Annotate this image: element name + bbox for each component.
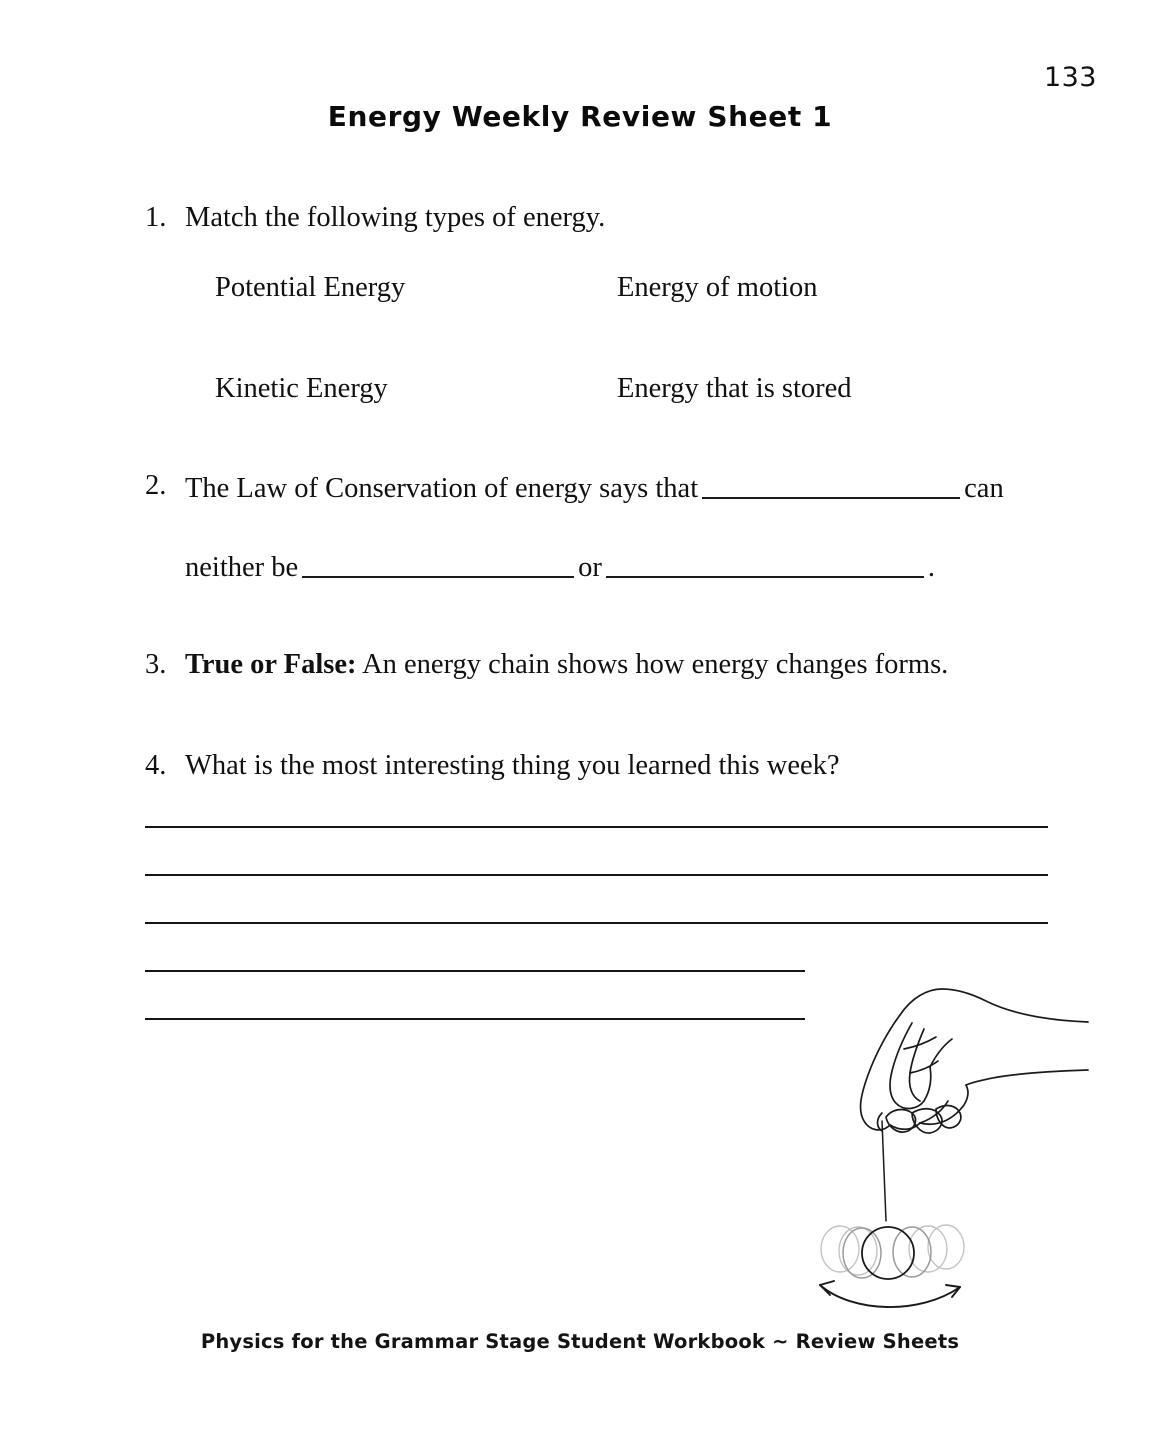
answer-line[interactable] bbox=[145, 826, 1048, 828]
question-1-number: 1. bbox=[145, 202, 167, 233]
question-2-text-before-blank: The Law of Conservation of energy says that bbox=[185, 473, 699, 505]
match-definition-energy-that-is-stored[interactable]: Energy that is stored bbox=[617, 373, 852, 404]
question-2-blank-2[interactable] bbox=[302, 547, 574, 578]
question-3-prompt: An energy chain shows how energy changes forms. bbox=[362, 649, 949, 680]
question-1 bbox=[145, 200, 1065, 404]
question-3-number: 3. bbox=[145, 649, 167, 680]
pendulum-illustration bbox=[800, 975, 1090, 1320]
questions-container bbox=[145, 200, 1065, 781]
page-footer: Physics for the Grammar Stage Student Workbook ~ Review Sheets bbox=[200, 1330, 960, 1353]
question-4 bbox=[145, 748, 1065, 784]
question-2-text-or: or bbox=[578, 551, 602, 583]
question-2-text-period: . bbox=[927, 551, 936, 583]
match-term-potential-energy[interactable]: Potential Energy bbox=[215, 272, 406, 303]
question-1-prompt: Match the following types of energy. bbox=[185, 202, 606, 233]
question-2-line-1 bbox=[185, 473, 1004, 504]
question-2-text-after-blank: can bbox=[964, 473, 1004, 505]
match-grid bbox=[145, 270, 1065, 472]
question-2-blank-3[interactable] bbox=[606, 547, 924, 578]
question-4-prompt: What is the most interesting thing you learned this week? bbox=[185, 750, 840, 781]
question-3-true-or-false-label: True or False: bbox=[185, 649, 357, 680]
match-definition-energy-of-motion[interactable]: Energy of motion bbox=[617, 272, 818, 303]
question-2 bbox=[145, 468, 1065, 585]
match-term-kinetic-energy[interactable]: Kinetic Energy bbox=[215, 373, 388, 404]
question-2-text-neither-be: neither be bbox=[185, 551, 299, 583]
question-2-number: 2. bbox=[145, 470, 167, 501]
question-2-line-2 bbox=[185, 547, 1065, 586]
match-row bbox=[145, 371, 1065, 472]
page-title: Energy Weekly Review Sheet 1 bbox=[327, 100, 833, 133]
question-2-blank-1[interactable] bbox=[702, 468, 960, 499]
answer-line[interactable] bbox=[145, 922, 1048, 924]
answer-line[interactable] bbox=[145, 970, 805, 972]
question-3-body bbox=[185, 649, 948, 680]
question-3 bbox=[145, 647, 1065, 683]
answer-line[interactable] bbox=[145, 874, 1048, 876]
question-4-number: 4. bbox=[145, 750, 167, 781]
match-row bbox=[145, 270, 1065, 371]
answer-line[interactable] bbox=[145, 1018, 805, 1020]
page-number: 133 bbox=[1043, 62, 1097, 93]
